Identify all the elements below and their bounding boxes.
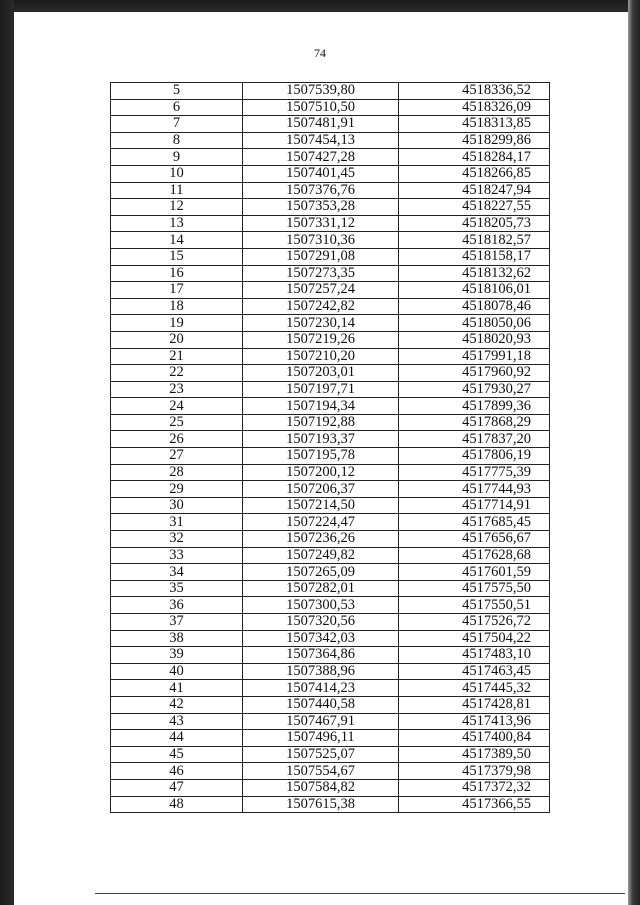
x-coordinate-cell: 1507219,26 — [243, 331, 399, 348]
point-number-cell: 20 — [111, 331, 243, 348]
x-coordinate-cell: 1507200,12 — [243, 464, 399, 481]
x-coordinate-cell: 1507331,12 — [243, 215, 399, 232]
table-row — [111, 663, 550, 680]
point-number-cell: 31 — [111, 514, 243, 531]
y-coordinate-cell: 4518336,52 — [399, 83, 550, 100]
x-coordinate-cell: 1507364,86 — [243, 647, 399, 664]
y-coordinate-cell: 4517837,20 — [399, 431, 550, 448]
point-number-cell: 29 — [111, 481, 243, 498]
point-number-cell: 17 — [111, 282, 243, 299]
table-row — [111, 614, 550, 631]
y-coordinate-cell: 4518158,17 — [399, 248, 550, 265]
x-coordinate-cell: 1507584,82 — [243, 779, 399, 796]
table-row — [111, 215, 550, 232]
point-number-cell: 13 — [111, 215, 243, 232]
point-number-cell: 43 — [111, 713, 243, 730]
point-number-cell: 28 — [111, 464, 243, 481]
point-number-cell: 33 — [111, 547, 243, 564]
y-coordinate-cell: 4518050,06 — [399, 315, 550, 332]
y-coordinate-cell: 4518020,93 — [399, 331, 550, 348]
x-coordinate-cell: 1507554,67 — [243, 763, 399, 780]
x-coordinate-cell: 1507265,09 — [243, 564, 399, 581]
point-number-cell: 47 — [111, 779, 243, 796]
x-coordinate-cell: 1507496,11 — [243, 730, 399, 747]
x-coordinate-cell: 1507192,88 — [243, 414, 399, 431]
x-coordinate-cell: 1507454,13 — [243, 132, 399, 149]
y-coordinate-cell: 4517628,68 — [399, 547, 550, 564]
table-row — [111, 265, 550, 282]
point-number-cell: 27 — [111, 448, 243, 465]
point-number-cell: 12 — [111, 199, 243, 216]
x-coordinate-cell: 1507203,01 — [243, 365, 399, 382]
table-row — [111, 132, 550, 149]
x-coordinate-cell: 1507257,24 — [243, 282, 399, 299]
x-coordinate-cell: 1507291,08 — [243, 248, 399, 265]
x-coordinate-cell: 1507342,03 — [243, 630, 399, 647]
table-row — [111, 564, 550, 581]
y-coordinate-cell: 4518205,73 — [399, 215, 550, 232]
table-row — [111, 83, 550, 100]
table-row — [111, 746, 550, 763]
point-number-cell: 16 — [111, 265, 243, 282]
table-row — [111, 448, 550, 465]
point-number-cell: 45 — [111, 746, 243, 763]
table-row — [111, 580, 550, 597]
table-row — [111, 531, 550, 548]
y-coordinate-cell: 4518078,46 — [399, 298, 550, 315]
y-coordinate-cell: 4517806,19 — [399, 448, 550, 465]
x-coordinate-cell: 1507230,14 — [243, 315, 399, 332]
y-coordinate-cell: 4517463,45 — [399, 663, 550, 680]
table-row — [111, 298, 550, 315]
x-coordinate-cell: 1507310,36 — [243, 232, 399, 249]
point-number-cell: 46 — [111, 763, 243, 780]
x-coordinate-cell: 1507481,91 — [243, 116, 399, 133]
x-coordinate-cell: 1507236,26 — [243, 531, 399, 548]
x-coordinate-cell: 1507249,82 — [243, 547, 399, 564]
x-coordinate-cell: 1507242,82 — [243, 298, 399, 315]
table-row — [111, 248, 550, 265]
table-row — [111, 597, 550, 614]
y-coordinate-cell: 4517991,18 — [399, 348, 550, 365]
point-number-cell: 48 — [111, 796, 243, 813]
table-row — [111, 414, 550, 431]
y-coordinate-cell: 4518247,94 — [399, 182, 550, 199]
footer-rule — [95, 893, 625, 894]
point-number-cell: 10 — [111, 165, 243, 182]
point-number-cell: 14 — [111, 232, 243, 249]
y-coordinate-cell: 4517575,50 — [399, 580, 550, 597]
x-coordinate-cell: 1507440,58 — [243, 696, 399, 713]
table-row — [111, 481, 550, 498]
y-coordinate-cell: 4517428,81 — [399, 696, 550, 713]
x-coordinate-cell: 1507194,34 — [243, 398, 399, 415]
table-row — [111, 680, 550, 697]
x-coordinate-cell: 1507210,20 — [243, 348, 399, 365]
table-row — [111, 381, 550, 398]
table-row — [111, 149, 550, 166]
table-row — [111, 116, 550, 133]
x-coordinate-cell: 1507376,76 — [243, 182, 399, 199]
y-coordinate-cell: 4517372,32 — [399, 779, 550, 796]
point-number-cell: 11 — [111, 182, 243, 199]
x-coordinate-cell: 1507388,96 — [243, 663, 399, 680]
y-coordinate-cell: 4517744,93 — [399, 481, 550, 498]
table-row — [111, 199, 550, 216]
y-coordinate-cell: 4517550,51 — [399, 597, 550, 614]
scan-border-left — [0, 0, 14, 905]
point-number-cell: 37 — [111, 614, 243, 631]
table-row — [111, 696, 550, 713]
table-row — [111, 182, 550, 199]
x-coordinate-cell: 1507414,23 — [243, 680, 399, 697]
y-coordinate-cell: 4517445,32 — [399, 680, 550, 697]
y-coordinate-cell: 4517899,36 — [399, 398, 550, 415]
point-number-cell: 42 — [111, 696, 243, 713]
table-row — [111, 331, 550, 348]
y-coordinate-cell: 4518106,01 — [399, 282, 550, 299]
y-coordinate-cell: 4517400,84 — [399, 730, 550, 747]
table-row — [111, 779, 550, 796]
table-row — [111, 796, 550, 813]
table-row — [111, 99, 550, 116]
y-coordinate-cell: 4517930,27 — [399, 381, 550, 398]
x-coordinate-cell: 1507206,37 — [243, 481, 399, 498]
point-number-cell: 7 — [111, 116, 243, 133]
point-number-cell: 34 — [111, 564, 243, 581]
x-coordinate-cell: 1507467,91 — [243, 713, 399, 730]
y-coordinate-cell: 4517526,72 — [399, 614, 550, 631]
table-row — [111, 630, 550, 647]
point-number-cell: 26 — [111, 431, 243, 448]
x-coordinate-cell: 1507282,01 — [243, 580, 399, 597]
x-coordinate-cell: 1507525,07 — [243, 746, 399, 763]
y-coordinate-cell: 4518227,55 — [399, 199, 550, 216]
point-number-cell: 40 — [111, 663, 243, 680]
point-number-cell: 39 — [111, 647, 243, 664]
table-row — [111, 232, 550, 249]
x-coordinate-cell: 1507195,78 — [243, 448, 399, 465]
point-number-cell: 38 — [111, 630, 243, 647]
table-row — [111, 365, 550, 382]
y-coordinate-cell: 4517714,91 — [399, 497, 550, 514]
point-number-cell: 21 — [111, 348, 243, 365]
x-coordinate-cell: 1507193,37 — [243, 431, 399, 448]
table-row — [111, 713, 550, 730]
point-number-cell: 5 — [111, 83, 243, 100]
y-coordinate-cell: 4517601,59 — [399, 564, 550, 581]
table-row — [111, 547, 550, 564]
x-coordinate-cell: 1507273,35 — [243, 265, 399, 282]
point-number-cell: 23 — [111, 381, 243, 398]
y-coordinate-cell: 4518326,09 — [399, 99, 550, 116]
y-coordinate-cell: 4518313,85 — [399, 116, 550, 133]
y-coordinate-cell: 4517389,50 — [399, 746, 550, 763]
point-number-cell: 35 — [111, 580, 243, 597]
x-coordinate-cell: 1507539,80 — [243, 83, 399, 100]
table-row — [111, 730, 550, 747]
point-number-cell: 22 — [111, 365, 243, 382]
x-coordinate-cell: 1507353,28 — [243, 199, 399, 216]
x-coordinate-cell: 1507510,50 — [243, 99, 399, 116]
table-row — [111, 497, 550, 514]
y-coordinate-cell: 4517504,22 — [399, 630, 550, 647]
x-coordinate-cell: 1507197,71 — [243, 381, 399, 398]
y-coordinate-cell: 4518182,57 — [399, 232, 550, 249]
x-coordinate-cell: 1507300,53 — [243, 597, 399, 614]
point-number-cell: 8 — [111, 132, 243, 149]
coordinates-table-body — [111, 83, 550, 813]
table-row — [111, 348, 550, 365]
y-coordinate-cell: 4517379,98 — [399, 763, 550, 780]
table-row — [111, 763, 550, 780]
y-coordinate-cell: 4517483,10 — [399, 647, 550, 664]
point-number-cell: 30 — [111, 497, 243, 514]
y-coordinate-cell: 4518132,62 — [399, 265, 550, 282]
x-coordinate-cell: 1507224,47 — [243, 514, 399, 531]
y-coordinate-cell: 4517366,55 — [399, 796, 550, 813]
y-coordinate-cell: 4518299,86 — [399, 132, 550, 149]
table-row — [111, 514, 550, 531]
table-row — [111, 398, 550, 415]
table-row — [111, 647, 550, 664]
y-coordinate-cell: 4517775,39 — [399, 464, 550, 481]
point-number-cell: 9 — [111, 149, 243, 166]
y-coordinate-cell: 4518284,17 — [399, 149, 550, 166]
x-coordinate-cell: 1507320,56 — [243, 614, 399, 631]
point-number-cell: 32 — [111, 531, 243, 548]
point-number-cell: 24 — [111, 398, 243, 415]
point-number-cell: 15 — [111, 248, 243, 265]
point-number-cell: 18 — [111, 298, 243, 315]
scan-border-top — [0, 0, 640, 12]
table-row — [111, 165, 550, 182]
x-coordinate-cell: 1507427,28 — [243, 149, 399, 166]
table-row — [111, 464, 550, 481]
point-number-cell: 41 — [111, 680, 243, 697]
scan-border-right — [628, 0, 640, 905]
table-row — [111, 315, 550, 332]
y-coordinate-cell: 4518266,85 — [399, 165, 550, 182]
point-number-cell: 25 — [111, 414, 243, 431]
y-coordinate-cell: 4517413,96 — [399, 713, 550, 730]
page-number: 74 — [314, 46, 326, 60]
x-coordinate-cell: 1507615,38 — [243, 796, 399, 813]
point-number-cell: 44 — [111, 730, 243, 747]
table-row — [111, 431, 550, 448]
x-coordinate-cell: 1507401,45 — [243, 165, 399, 182]
y-coordinate-cell: 4517685,45 — [399, 514, 550, 531]
table-row — [111, 282, 550, 299]
x-coordinate-cell: 1507214,50 — [243, 497, 399, 514]
y-coordinate-cell: 4517656,67 — [399, 531, 550, 548]
y-coordinate-cell: 4517868,29 — [399, 414, 550, 431]
point-number-cell: 19 — [111, 315, 243, 332]
point-number-cell: 36 — [111, 597, 243, 614]
coordinates-table — [110, 82, 550, 813]
y-coordinate-cell: 4517960,92 — [399, 365, 550, 382]
point-number-cell: 6 — [111, 99, 243, 116]
